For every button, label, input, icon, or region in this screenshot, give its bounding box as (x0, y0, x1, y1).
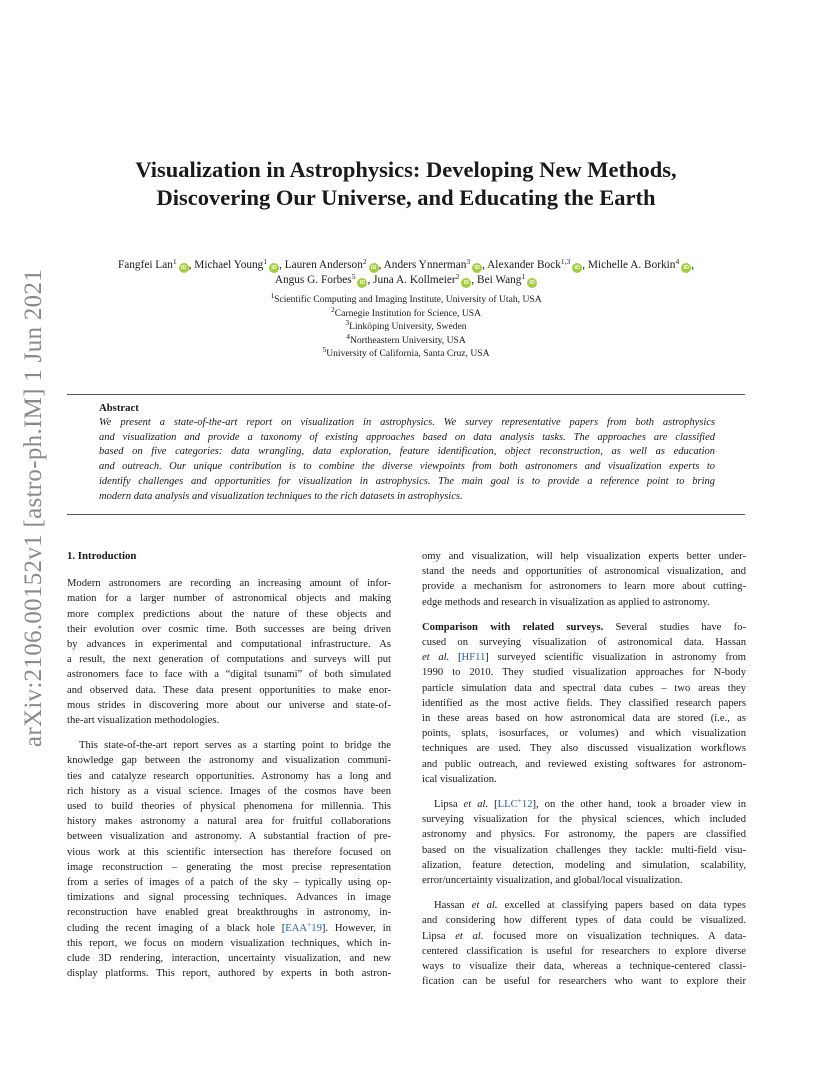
text-line: between visualization and astronomy. A substantial fraction of pre- (67, 831, 391, 843)
citation-year: 19 (311, 922, 322, 934)
author (588, 259, 691, 271)
text-line: knowledge gap between the astronomy and visualization communi- (67, 755, 391, 767)
text-line: This state-of-the-art report serves as a starting point to bridge the (79, 740, 391, 752)
section-heading-introduction: 1. Introduction (67, 550, 137, 562)
text-line: ways to visualize their data, whereas a technique-centered classi- (422, 961, 746, 973)
text-line: reconstruction have enabled great breakthroughs in astronomy, in- (67, 907, 391, 919)
affiliation-text: University of California, Santa Cruz, USA (326, 348, 490, 359)
text-line: and public outreach, and reviewed existing softwares for astronom- (422, 758, 746, 770)
hassan-paragraph (422, 898, 746, 989)
arxiv-id-text: arXiv:2106.00152v1 [astro-ph.IM] 1 Jun 2021 (20, 268, 47, 748)
text-line: astronomy and physics. For astronomy, the papers are classified (422, 829, 746, 841)
text-line: image reconstruction – generating the most precise representation (67, 861, 391, 873)
author (275, 274, 368, 286)
affiliation-number: 4 (346, 331, 350, 341)
arxiv-identifier (14, 268, 54, 748)
text-line: Modern astronomers are recording an increasing amount of infor- (67, 578, 391, 590)
citation-llc12[interactable]: LLC+12 (497, 796, 533, 811)
author-line-1: Fangfei Lan$^1$iD , Michael Young$^1$iD , Lauren Anderson$^2$iD , Anders Ynnerman$^3$iD , Alexander Bock$^{1,3}$iD , Michelle A. Borkin$^4$iD , (117, 257, 695, 271)
text-line: alization, feature detection, modeling and simulation, scalability, (422, 859, 746, 871)
author-name: Anders Ynnerman (383, 259, 467, 271)
author-name: Michelle A. Borkin (587, 259, 676, 271)
intro-paragraph-continued (422, 549, 746, 610)
affiliation-number: 3 (345, 318, 350, 327)
text-line: by advances in experimental and computational infrastructure. As (67, 639, 391, 651)
affiliation-text: Carnegie Institution for Science, USA (334, 307, 482, 319)
author-name: Alexander Bock (487, 259, 561, 271)
author-name: Michael Young (194, 259, 264, 271)
text-line: more complex predictions about the nature of these objects and (67, 608, 391, 620)
orcid-icon[interactable]: iD (269, 263, 279, 273)
affiliation (200, 347, 612, 361)
author-affiliation-number: 1 (263, 257, 268, 266)
text-line: fication can be useful for researchers who want to explore their (422, 976, 746, 988)
abstract-line: and visualization and provide a taxonomy of existing approaches based on data analysis tasks. The approaches are classified (99, 431, 715, 443)
text-line: used to build theories of physical phenomena for millennia. This (67, 801, 391, 813)
orcid-icon[interactable]: iD (369, 263, 379, 273)
author-name: Fangfei Lan (117, 259, 173, 271)
affiliation-number: 2 (330, 304, 335, 314)
abstract-heading: Abstract (99, 402, 139, 414)
text-line: vious work at this scientific intersection has therefore focused on (67, 846, 391, 858)
orcid-icon[interactable]: iD (179, 263, 189, 273)
text-line: in these areas based on how astronomical data are stored (i.e., as (422, 713, 746, 725)
orcid-icon[interactable]: iD (681, 263, 691, 273)
intro-paragraph-2 (67, 738, 391, 981)
affiliation-text: Northeastern University, USA (349, 334, 466, 346)
affiliation-text: Scientific Computing and Imaging Institute, University of Utah, USA (274, 294, 542, 305)
author (487, 259, 582, 271)
orcid-icon[interactable]: iD (357, 278, 367, 288)
abstract-line: modern data analysis and visualization techniques to the rich datasets in astrophysics. (99, 490, 463, 502)
text-line: particle simulation data and spectral data cubes – two areas they (422, 682, 746, 694)
author-affiliation-number: 4 (675, 257, 680, 266)
text-line: points, splats, isosurfaces, or volumes) and which visualization (422, 728, 746, 740)
author-affiliation-number: 1 (172, 257, 177, 266)
affiliation-number: 1 (270, 291, 275, 300)
citation-plus: + (307, 919, 312, 929)
citation-eaa19[interactable] (285, 919, 322, 934)
left-column (67, 549, 391, 981)
author-name: Lauren Anderson (284, 259, 363, 271)
text-line: history makes astronomy a natural area for fruitful collaborations (67, 816, 391, 828)
comparison-heading: Comparison with related surveys. (422, 621, 604, 633)
author-line-2: Angus G. Forbes$^5$iD , Juna A. Kollmeier$^2$iD , Bei Wang$^1$iD (82, 273, 730, 288)
author (373, 274, 471, 286)
abstract-text (99, 416, 715, 505)
text-line: edge methods and research in visualization as applied to astronomy. (422, 596, 710, 608)
author (285, 259, 379, 271)
author (384, 259, 482, 271)
orcid-icon[interactable]: iD (472, 263, 482, 273)
author-affiliation-number: 5 (351, 272, 356, 281)
orcid-icon[interactable]: iD (527, 278, 537, 288)
text-line: identified as the most active fields. They classified research papers (422, 697, 746, 709)
author (118, 259, 189, 271)
paper-title (100, 156, 712, 212)
text-line: based on the visualization challenges they tackle: multi-field visu- (422, 844, 746, 856)
affiliation (200, 293, 612, 307)
rule-top (67, 394, 745, 395)
text-line: 1990 to 2010. They studied visualization approaches for N-body (422, 667, 746, 679)
citation-hf11[interactable]: HF11 (461, 652, 486, 664)
comparison-first-line: Comparison with related surveys. Several studies have fo- (422, 621, 746, 633)
citation-key: EAA (285, 922, 308, 934)
text-line: their evolution over cosmic time. Both successes are being driven (67, 623, 391, 635)
hassan-line-2: and considering how different types of data could be visualized. (422, 915, 746, 927)
text-line: timizations and signal processing techniques. Advances in image (67, 892, 391, 904)
rule-bottom (67, 514, 745, 515)
text-line: techniques are used. They also discussed visualization workflows (422, 743, 746, 755)
orcid-icon[interactable]: iD (461, 278, 471, 288)
text-line-with-citation (67, 921, 391, 936)
lipsa-first-line: Lipsa et al. [LLC+12], on the other hand, took a broader view in (434, 796, 746, 811)
author-affiliation-number: 2 (362, 257, 367, 266)
comparison-paragraph (422, 620, 746, 787)
text-line: astronomers face to face with a “digital tsunami” of both simulated (67, 669, 391, 681)
affiliation-text: Linköping University, Sweden (349, 321, 467, 332)
text: cluding the recent imaging of a black hole [ (67, 922, 286, 934)
text-line: and observed data. These data present opportunities to make enor- (67, 684, 391, 696)
title-line-2: Discovering Our Universe, and Educating the Earth (156, 185, 656, 210)
text-line: from a series of images of a patch of the sky – typically using op- (67, 877, 391, 889)
text-line: display platforms. This report, authored by experts in both astron- (67, 968, 391, 980)
author-affiliation-number: 1,3 (560, 257, 571, 266)
title-line-1: Visualization in Astrophysics: Developing New Methods, (135, 157, 677, 182)
author (477, 274, 537, 286)
author (194, 259, 279, 271)
text: ]. However, in (321, 922, 392, 934)
text-line: the-art visualization methodologies. (67, 715, 220, 727)
text-line: clude 3D rendering, interaction, uncertainty visualization, and new (67, 953, 391, 965)
author-name: Angus G. Forbes (274, 274, 352, 286)
hassan-line-3: Lipsa et al. focused more on visualization techniques. A data- (422, 930, 746, 942)
text-line: a result, the next generation of computations and surveys will put (67, 654, 391, 666)
affiliation (200, 304, 612, 321)
comparison-line-2: cused on surveying visualization of astronomical data. Hassan (422, 637, 746, 649)
author-name: Juna A. Kollmeier (373, 274, 456, 286)
text-line: mous strides in discovering more about our universe and state-of- (67, 699, 391, 711)
text-line: this report, we focus on modern visualization techniques, which in- (67, 937, 391, 949)
abstract-line: identify challenges and opportunities for visualization in astrophysics. The main goal is to provide a reference point to bring (99, 475, 715, 487)
text-line: provide a mechanism for astronomers to learn more about cutting- (422, 581, 746, 593)
abstract (99, 401, 715, 505)
text-line: error/uncertainty visualization, and global/local visualization. (422, 875, 683, 887)
abstract-line: based on five categories: data wrangling, data exploration, feature identification, object reconstruction, as well as education (99, 446, 715, 458)
right-column (422, 549, 746, 989)
text-line: ical visualization. (422, 773, 497, 785)
author-list (82, 258, 730, 288)
intro-paragraph-1 (67, 576, 391, 728)
author-affiliation-number: 3 (466, 257, 471, 266)
text-line: omy and visualization, will help visualization experts better under- (422, 551, 746, 562)
abstract-line: We present a state-of-the-art report on visualization in astrophysics. We survey representative papers from both astrophysics (99, 416, 715, 428)
text-line: centered classification is useful for researchers to explore diverse (422, 945, 746, 957)
text-line: rich history as a visual science. Images of the cosmos have been (67, 785, 391, 797)
hassan-first-line: Hassan et al. excelled at classifying papers based on data types (434, 900, 746, 912)
text-line: mation for a larger number of astronomical objects and making (67, 593, 391, 605)
text-line: stand the needs and opportunities of astronomical visualization, and (422, 566, 746, 578)
abstract-line: and outreach. Our unique contribution is to combine the diverse viewpoints from both astronomers and visualization experts to (99, 461, 715, 473)
affiliation-number: 5 (322, 345, 327, 354)
affiliation-list (200, 293, 612, 361)
affiliation (200, 331, 612, 348)
comparison-line-3: et al. [HF11] surveyed scientific visualization in astronomy from (422, 652, 746, 664)
text-line: ties and catalyze research opportunities. Astronomy has a long and (67, 770, 391, 782)
affiliation (200, 320, 612, 334)
author-name: Bei Wang (477, 274, 522, 286)
orcid-icon[interactable]: iD (572, 263, 582, 273)
lipsa-paragraph (422, 797, 746, 888)
author-affiliation-number: 2 (455, 272, 460, 281)
text-line: surveying visualization for the physical sciences, which included (422, 814, 746, 826)
author-affiliation-number: 1 (521, 272, 526, 281)
